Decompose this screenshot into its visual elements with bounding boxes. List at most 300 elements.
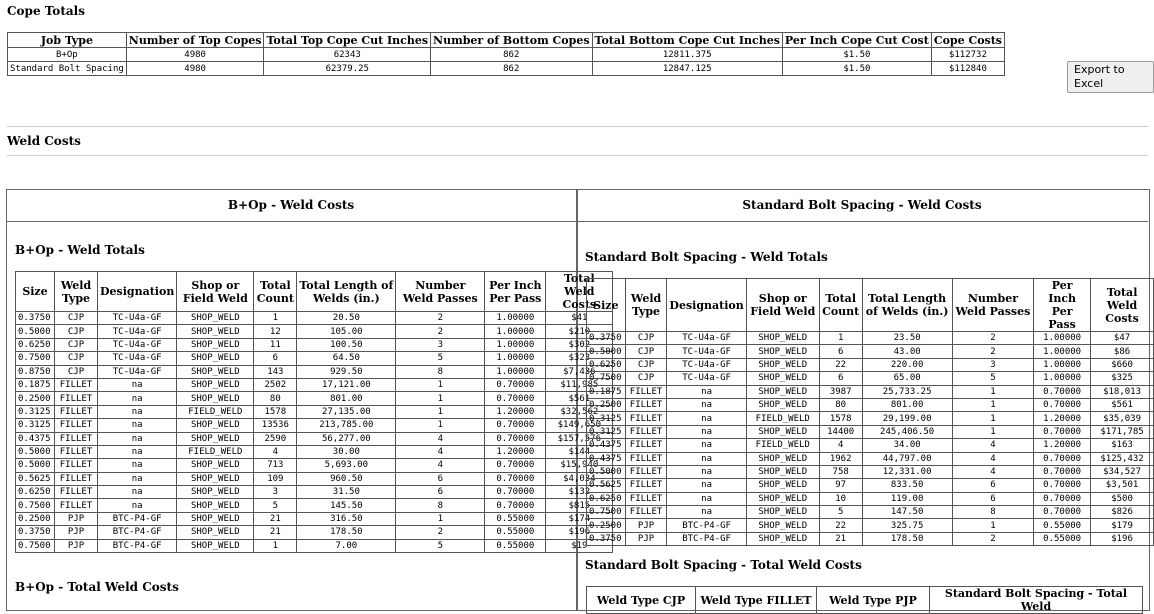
table-cell: 1 [952, 425, 1033, 438]
table-cell: 0.70000 [485, 432, 546, 445]
table-cell: 5 [396, 539, 485, 552]
table-cell: 0.3750 [16, 312, 55, 325]
table-cell: $18,013 [1091, 385, 1154, 398]
table-cell: 6 [819, 372, 862, 385]
table-cell: $660 [1091, 358, 1154, 371]
table-cell: SHOP_WELD [177, 325, 254, 338]
left-weld-totals-table [15, 271, 613, 553]
table-cell: SHOP_WELD [746, 532, 819, 545]
table-cell: 0.8750 [16, 365, 55, 378]
table-cell: 0.5000 [587, 345, 626, 358]
table-cell: $196 [546, 526, 613, 539]
table-cell: $4,034 [546, 472, 613, 485]
table-cell: 0.3125 [587, 425, 626, 438]
table-row [587, 412, 1154, 425]
right-weld-body [587, 332, 1154, 546]
table-cell: SHOP_WELD [177, 378, 254, 391]
column-header: Weld Type FILLET [696, 587, 817, 614]
table-cell: 34.00 [862, 439, 952, 452]
table-cell: 0.7500 [16, 539, 55, 552]
table-cell: 0.70000 [1034, 479, 1091, 492]
table-cell: 29,199.00 [862, 412, 952, 425]
table-cell: $125,432 [1091, 452, 1154, 465]
table-cell: $15,940 [546, 459, 613, 472]
table-cell: na [98, 486, 177, 499]
table-cell: FILLET [55, 405, 98, 418]
table-cell: na [98, 419, 177, 432]
table-cell: 0.2500 [16, 392, 55, 405]
panel-header-divider [6, 221, 1148, 222]
table-cell: 4980 [126, 62, 264, 76]
table-cell: FILLET [625, 425, 667, 438]
table-cell: SHOP_WELD [746, 345, 819, 358]
table-cell: 5 [396, 352, 485, 365]
table-cell: $11,985 [546, 378, 613, 391]
table-row [587, 479, 1154, 492]
table-cell: $174 [546, 512, 613, 525]
table-cell: 1 [952, 398, 1033, 411]
table-row [587, 345, 1154, 358]
table-cell: SHOP_WELD [746, 492, 819, 505]
table-cell: 3987 [819, 385, 862, 398]
table-cell: 8 [396, 365, 485, 378]
table-cell: 2 [396, 312, 485, 325]
table-cell: 62379.25 [264, 62, 431, 76]
table-cell: 1.00000 [485, 338, 546, 351]
table-cell: FILLET [625, 385, 667, 398]
table-cell: SHOP_WELD [746, 358, 819, 371]
table-row [8, 62, 1005, 76]
table-cell: 43.00 [862, 345, 952, 358]
table-cell: 0.70000 [1034, 506, 1091, 519]
table-cell: 0.70000 [485, 392, 546, 405]
table-cell: 1.20000 [1034, 412, 1091, 425]
table-cell: na [98, 472, 177, 485]
table-cell: TC-U4a-GF [667, 358, 746, 371]
table-cell: SHOP_WELD [177, 472, 254, 485]
table-cell: FILLET [55, 432, 98, 445]
table-cell: 862 [431, 48, 592, 62]
table-cell: 220.00 [862, 358, 952, 371]
table-cell: 80 [819, 398, 862, 411]
table-cell: 22 [819, 358, 862, 371]
table-cell: 3 [952, 358, 1033, 371]
table-cell: SHOP_WELD [746, 506, 819, 519]
weld-header-row [16, 272, 613, 312]
table-cell: 0.55000 [485, 512, 546, 525]
table-row [16, 459, 613, 472]
table-cell: 4 [396, 445, 485, 458]
column-header: Total Length of Welds (in.) [297, 272, 396, 312]
column-header: Per Inch Per Pass [1034, 279, 1091, 332]
table-cell: $41 [546, 312, 613, 325]
table-cell: FIELD_WELD [177, 445, 254, 458]
column-header: Total Count [819, 279, 862, 332]
table-cell: 65.00 [862, 372, 952, 385]
total-weld-header-row [587, 587, 1143, 614]
divider [7, 155, 1148, 156]
table-cell: SHOP_WELD [746, 452, 819, 465]
column-header: Weld Type [625, 279, 667, 332]
table-cell: 1 [952, 385, 1033, 398]
table-cell: 0.7500 [16, 499, 55, 512]
left-weld-totals-title: B+Op - Weld Totals [15, 243, 145, 257]
table-cell: BTC-P4-GF [98, 512, 177, 525]
table-cell: 758 [819, 465, 862, 478]
column-header: Size [587, 279, 626, 332]
table-cell: 0.7500 [587, 506, 626, 519]
table-cell: FILLET [55, 392, 98, 405]
table-cell: FILLET [55, 419, 98, 432]
table-cell: 0.55000 [1034, 532, 1091, 545]
table-cell: $19 [546, 539, 613, 552]
table-cell: na [98, 378, 177, 391]
table-cell: 0.70000 [1034, 425, 1091, 438]
table-cell: 213,785.00 [297, 419, 396, 432]
table-cell: 1 [396, 392, 485, 405]
table-cell: 0.4375 [587, 452, 626, 465]
table-cell: 2 [396, 526, 485, 539]
table-cell: 2 [396, 325, 485, 338]
table-cell: SHOP_WELD [746, 519, 819, 532]
table-cell: na [98, 499, 177, 512]
table-cell: 0.70000 [1034, 398, 1091, 411]
table-cell: 100.50 [297, 338, 396, 351]
table-cell: FILLET [55, 459, 98, 472]
table-cell: FIELD_WELD [746, 412, 819, 425]
table-cell: SHOP_WELD [177, 539, 254, 552]
table-row [16, 499, 613, 512]
table-cell: 1.00000 [1034, 358, 1091, 371]
table-cell: $210 [546, 325, 613, 338]
table-cell: SHOP_WELD [177, 486, 254, 499]
table-cell: $149,650 [546, 419, 613, 432]
export-to-excel-button[interactable]: Export to Excel [1067, 61, 1154, 93]
table-cell: 11 [254, 338, 297, 351]
table-row [587, 358, 1154, 371]
column-header: Total Weld Costs [546, 272, 613, 312]
table-row [587, 465, 1154, 478]
table-cell: 0.55000 [485, 539, 546, 552]
right-weld-totals-table [586, 278, 1154, 546]
table-row [587, 372, 1154, 385]
table-cell: na [667, 412, 746, 425]
table-cell: 0.70000 [1034, 492, 1091, 505]
table-cell: 17,121.00 [297, 378, 396, 391]
table-cell: $815 [546, 499, 613, 512]
table-row [16, 325, 613, 338]
table-cell: TC-U4a-GF [667, 332, 746, 345]
table-cell: 0.70000 [485, 486, 546, 499]
table-cell: 0.70000 [1034, 385, 1091, 398]
table-cell: 833.50 [862, 479, 952, 492]
table-cell: FILLET [625, 452, 667, 465]
table-cell: 97 [819, 479, 862, 492]
table-cell: 4 [819, 439, 862, 452]
table-cell: 30.00 [297, 445, 396, 458]
table-cell: 0.5625 [587, 479, 626, 492]
table-cell: 0.5000 [16, 445, 55, 458]
table-cell: 3 [396, 338, 485, 351]
table-cell: 0.7500 [587, 372, 626, 385]
table-cell: na [98, 445, 177, 458]
table-cell: 22 [819, 519, 862, 532]
table-cell: BTC-P4-GF [98, 539, 177, 552]
column-header: Designation [667, 279, 746, 332]
column-header: Shop or Field Weld [177, 272, 254, 312]
table-cell: na [667, 465, 746, 478]
table-cell: SHOP_WELD [746, 479, 819, 492]
table-cell: 1.00000 [1034, 332, 1091, 345]
left-panel-title: B+Op - Weld Costs [227, 198, 355, 212]
cope-body [8, 48, 1005, 76]
table-cell: SHOP_WELD [746, 425, 819, 438]
table-cell: FILLET [55, 472, 98, 485]
table-cell: 0.3125 [587, 412, 626, 425]
table-cell: 0.70000 [485, 472, 546, 485]
table-cell: 1.00000 [1034, 372, 1091, 385]
table-cell: 2502 [254, 378, 297, 391]
table-cell: SHOP_WELD [746, 332, 819, 345]
table-cell: 3 [254, 486, 297, 499]
table-cell: na [98, 432, 177, 445]
table-cell: 960.50 [297, 472, 396, 485]
table-cell: CJP [625, 358, 667, 371]
table-cell: 0.6250 [16, 338, 55, 351]
table-cell: FIELD_WELD [746, 439, 819, 452]
table-row [16, 338, 613, 351]
table-cell: 0.6250 [16, 486, 55, 499]
table-cell: 12847.125 [592, 62, 782, 76]
column-header: Total Weld Costs [1091, 279, 1154, 332]
table-cell: na [667, 506, 746, 519]
table-row [16, 312, 613, 325]
table-row [587, 452, 1154, 465]
table-cell: CJP [625, 332, 667, 345]
table-cell: 10 [819, 492, 862, 505]
table-cell: SHOP_WELD [177, 499, 254, 512]
table-cell: $325 [1091, 372, 1154, 385]
table-row [16, 392, 613, 405]
table-cell: 0.3750 [587, 532, 626, 545]
table-cell: 0.3750 [16, 526, 55, 539]
table-cell: na [667, 385, 746, 398]
table-cell: $1.50 [782, 62, 931, 76]
table-cell: 1 [952, 412, 1033, 425]
column-header: Size [16, 272, 55, 312]
table-cell: FILLET [625, 398, 667, 411]
table-row [587, 519, 1154, 532]
cope-totals-table [7, 32, 1005, 76]
table-cell: SHOP_WELD [746, 398, 819, 411]
table-cell: 64.50 [297, 352, 396, 365]
table-row [8, 48, 1005, 62]
table-cell: 1 [396, 405, 485, 418]
table-cell: na [667, 439, 746, 452]
table-cell: 0.55000 [485, 526, 546, 539]
column-header: Number Weld Passes [952, 279, 1033, 332]
table-cell: FILLET [55, 486, 98, 499]
table-cell: 0.2500 [16, 512, 55, 525]
table-cell: 6 [952, 492, 1033, 505]
table-cell: $132 [546, 486, 613, 499]
table-row [587, 492, 1154, 505]
table-cell: 56,277.00 [297, 432, 396, 445]
table-cell: FILLET [625, 412, 667, 425]
table-cell: 25,733.25 [862, 385, 952, 398]
table-cell: SHOP_WELD [177, 512, 254, 525]
table-cell: 143 [254, 365, 297, 378]
table-cell: $32,562 [546, 405, 613, 418]
table-cell: FILLET [625, 439, 667, 452]
table-cell: FILLET [55, 378, 98, 391]
table-cell: 245,406.50 [862, 425, 952, 438]
table-cell: 1.00000 [485, 325, 546, 338]
table-cell: 109 [254, 472, 297, 485]
table-cell: 1 [254, 539, 297, 552]
table-cell: 0.70000 [485, 378, 546, 391]
table-cell: 0.70000 [485, 499, 546, 512]
table-cell: 1.00000 [1034, 345, 1091, 358]
table-cell: $157,576 [546, 432, 613, 445]
table-row [16, 512, 613, 525]
table-cell: 0.4375 [587, 439, 626, 452]
column-header: Weld Type PJP [817, 587, 930, 614]
table-cell: BTC-P4-GF [667, 532, 746, 545]
table-cell: $179 [1091, 519, 1154, 532]
table-cell: 0.55000 [1034, 519, 1091, 532]
table-cell: $500 [1091, 492, 1154, 505]
table-cell: 4 [254, 445, 297, 458]
column-header: Cope Costs [931, 33, 1004, 48]
column-header: Total Count [254, 272, 297, 312]
table-cell: 0.70000 [1034, 452, 1091, 465]
table-cell: 0.5000 [16, 459, 55, 472]
table-cell: 145.50 [297, 499, 396, 512]
table-cell: FILLET [55, 445, 98, 458]
table-cell: SHOP_WELD [177, 419, 254, 432]
table-row [587, 506, 1154, 519]
table-cell: 929.50 [297, 365, 396, 378]
table-cell: FIELD_WELD [177, 405, 254, 418]
table-cell: $7,436 [546, 365, 613, 378]
table-cell: 801.00 [862, 398, 952, 411]
table-cell: 4 [396, 432, 485, 445]
table-cell: TC-U4a-GF [667, 345, 746, 358]
table-cell: SHOP_WELD [177, 459, 254, 472]
table-cell: 8 [396, 499, 485, 512]
table-row [16, 365, 613, 378]
table-cell: $34,527 [1091, 465, 1154, 478]
weld-header-row [587, 279, 1154, 332]
table-cell: $561 [546, 392, 613, 405]
table-cell: 1 [396, 512, 485, 525]
table-cell: 0.1875 [587, 385, 626, 398]
column-header: Job Type [8, 33, 127, 48]
table-cell: 0.3125 [16, 405, 55, 418]
table-cell: $1.50 [782, 48, 931, 62]
table-cell: 1.20000 [485, 445, 546, 458]
table-cell: 4 [952, 465, 1033, 478]
table-cell: Standard Bolt Spacing [8, 62, 127, 76]
table-cell: na [98, 392, 177, 405]
table-cell: SHOP_WELD [177, 365, 254, 378]
table-cell: 4980 [126, 48, 264, 62]
column-header: Number of Bottom Copes [431, 33, 592, 48]
table-cell: 1.20000 [1034, 439, 1091, 452]
table-cell: 0.70000 [485, 419, 546, 432]
table-row [16, 352, 613, 365]
table-cell: SHOP_WELD [177, 338, 254, 351]
table-cell: CJP [625, 372, 667, 385]
table-cell: BTC-P4-GF [667, 519, 746, 532]
table-cell: na [667, 425, 746, 438]
table-cell: PJP [625, 519, 667, 532]
table-cell: TC-U4a-GF [98, 338, 177, 351]
table-cell: 0.70000 [1034, 465, 1091, 478]
table-cell: 0.3125 [16, 419, 55, 432]
table-cell: 0.5000 [16, 325, 55, 338]
table-cell: $3,501 [1091, 479, 1154, 492]
column-header: Per Inch Per Pass [485, 272, 546, 312]
table-cell: 178.50 [297, 526, 396, 539]
table-cell: 1578 [254, 405, 297, 418]
cope-totals-title: Cope Totals [7, 4, 85, 18]
table-row [16, 472, 613, 485]
table-cell: CJP [625, 345, 667, 358]
table-cell: 6 [396, 472, 485, 485]
table-cell: $196 [1091, 532, 1154, 545]
table-cell: TC-U4a-GF [98, 312, 177, 325]
divider [7, 126, 1148, 127]
table-cell: TC-U4a-GF [98, 365, 177, 378]
table-cell: 862 [431, 62, 592, 76]
table-row [587, 385, 1154, 398]
table-cell: CJP [55, 352, 98, 365]
table-cell: $144 [546, 445, 613, 458]
column-header: Total Length of Welds (in.) [862, 279, 952, 332]
table-cell: $86 [1091, 345, 1154, 358]
table-cell: 5 [952, 372, 1033, 385]
table-cell: BTC-P4-GF [98, 526, 177, 539]
column-header: Number Weld Passes [396, 272, 485, 312]
table-cell: na [667, 492, 746, 505]
table-row [16, 526, 613, 539]
table-cell: 2590 [254, 432, 297, 445]
table-cell: 5 [254, 499, 297, 512]
table-cell: 1.20000 [485, 405, 546, 418]
table-cell: 12811.375 [592, 48, 782, 62]
table-cell: $323 [546, 352, 613, 365]
table-cell: 0.2500 [587, 398, 626, 411]
table-row [587, 425, 1154, 438]
table-cell: 178.50 [862, 532, 952, 545]
table-cell: SHOP_WELD [177, 526, 254, 539]
table-cell: 12,331.00 [862, 465, 952, 478]
table-cell: CJP [55, 365, 98, 378]
table-cell: TC-U4a-GF [98, 325, 177, 338]
table-cell: 119.00 [862, 492, 952, 505]
table-cell: 1 [819, 332, 862, 345]
column-header: Number of Top Copes [126, 33, 264, 48]
table-cell: SHOP_WELD [177, 392, 254, 405]
table-cell: 0.4375 [16, 432, 55, 445]
table-cell: 2 [952, 332, 1033, 345]
table-cell: 80 [254, 392, 297, 405]
table-cell: 0.5000 [587, 465, 626, 478]
table-cell: CJP [55, 312, 98, 325]
table-cell: na [98, 459, 177, 472]
